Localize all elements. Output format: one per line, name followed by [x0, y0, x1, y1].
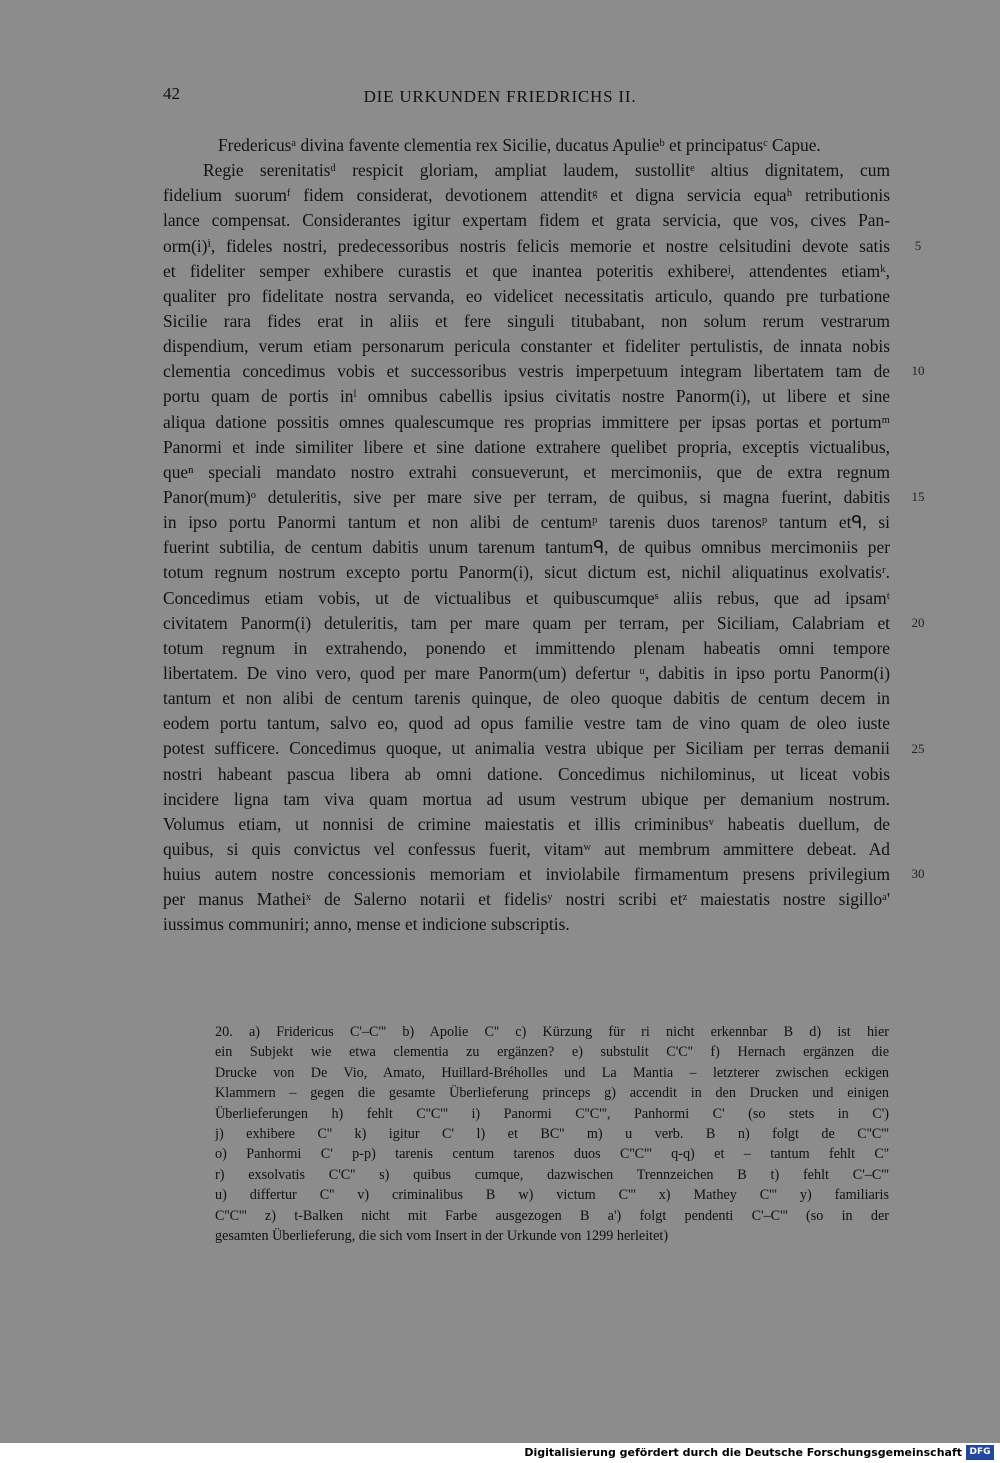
text-line: per manus Matheiˣ de Salerno notarii et fidelisʸ nostri scribi etᶻ maiestatis nostre sigilloᵃ' [163, 889, 890, 910]
main-text [163, 133, 890, 938]
text-line: civitatem Panorm(i) detuleritis, tam per mare quam per terram, per Siciliam, Calabriam et [163, 612, 890, 633]
dfg-logo: DFG [966, 1445, 994, 1460]
text-line: queⁿ speciali mandato nostro extrahi consueverunt, et mercimoniis, que de extra regnum [163, 461, 890, 482]
line-number: 5 [914, 238, 922, 253]
text-line: lance compensat. Considerantes igitur expertam fidem et grata servicia, que vos, cives Pan- [163, 210, 890, 231]
line-number: 25 [911, 741, 925, 756]
text-line: libertatem. De vino vero, quod per mare Panorm(um) defertur ᵘ, dabitis in ipso portu Panorm(i) [163, 662, 890, 683]
running-title: DIE URKUNDEN FRIEDRICHS II. [363, 87, 637, 106]
text-line: Concedimus etiam vobis, ut de victualibus et quibuscumqueˢ aliis rebus, que ad ipsamᵗ [163, 587, 890, 608]
text-line: dispendium, verum etiam personarum pericula constanter et fideliter pertulistis, de innata nobis [163, 336, 890, 357]
text-line: Panor(mum)ᵒ detuleritis, sive per mare sive per terram, de quibus, si magna fuerint, dabitis [163, 486, 890, 507]
text-line: Panormi et inde similiter libere et sine datione extrahere quelibet propria, exceptis victualibus, [163, 436, 890, 457]
text-line: portu quam de portis inˡ omnibus cabellis ipsius civitatis nostre Panorm(i), ut libere et sine [163, 386, 890, 407]
text-line: et fideliter semper exhibere curastis et que inantea poteritis exhibereʲ, attendentes etiamᵏ, [163, 260, 890, 281]
apparatus-line: o) Panhormi C' p-p) tarenis centum tarenos duos C''C''' q-q) et – tantum fehlt C'' [215, 1146, 889, 1163]
apparatus-line: C''C''' z) t-Balken nicht mit Farbe ausgezogen B a') folgt pendenti C'–C''' (so in der [215, 1207, 889, 1224]
text-line: in ipso portu Panormi tantum et non alibi de centumᵖ tarenis duos tarenosᵖ tantum etᑫ, si [163, 512, 890, 533]
text-line: orm(i)ⁱ, fideles nostri, predecessoribus nostris felicis memorie et nostre celsitudini devote satis [163, 235, 890, 256]
text-line: clementia concedimus vobis et successoribus vestris imperpetuum integram libertatem tam de [163, 361, 890, 382]
line-number: 10 [911, 363, 925, 378]
apparatus-line: Drucke von De Vio, Amato, Huillard-Bréholles und La Mantia – letzterer zwischen eckigen [215, 1064, 889, 1081]
text-line: aliqua datione possitis omnes qualescumque res proprias immittere per ipsas portas et portumᵐ [163, 411, 890, 432]
text-line: iussimus communiri; anno, mense et indicione subscriptis. [163, 914, 570, 935]
line-number: 15 [911, 489, 925, 504]
text-line: Volumus etiam, ut nonnisi de crimine maiestatis et illis criminibusᵛ habeatis duellum, de [163, 813, 890, 834]
text-line: eodem portu tantum, salvo eo, quod ad opus familie vestre tam de vino quam de oleo iuste [163, 713, 890, 734]
apparatus-line: Klammern – gegen die gesamte Überlieferung princeps g) accendit in den Drucken und einigen [215, 1085, 889, 1102]
text-line: quibus, si quis convictus vel confessus fuerit, vitamʷ aut membrum ammittere debeat. Ad [163, 838, 890, 859]
text-line: qualiter pro fidelitate nostra servanda, eo videlicet necessitatis articulo, quando pre turbatione [163, 285, 890, 306]
apparatus-line: u) differtur C'' v) criminalibus B w) victum C''' x) Mathey C''' y) familiaris [215, 1187, 889, 1204]
text-line: Sicilie rara fides erat in aliis et fere singuli titubabant, non solum rerum vestrarum [163, 310, 890, 331]
line-number: 20 [911, 615, 925, 630]
text-line: potest sufficere. Concedimus quoque, ut animalia vestra ubique per Siciliam per terras demanii [163, 738, 890, 759]
apparatus-line: 20. a) Fridericus C'–C''' b) Apolie C'' c) Kürzung für ri nicht erkennbar B d) ist hier [215, 1024, 889, 1040]
text-line: fidelium suorumᶠ fidem considerat, devotionem attenditᵍ et digna servicia equaʰ retributionis [163, 185, 890, 206]
text-line: Regie serenitatisᵈ respicit gloriam, ampliat laudem, sustollitᵉ altius dignitatem, cum [203, 160, 890, 181]
apparatus-line: gesamten Überlieferung, die sich vom Insert in der Urkunde von 1299 herleitet) [215, 1227, 669, 1244]
apparatus-line: r) exsolvatis C'C'' s) quibus cumque, dazwischen Trennzeichen B t) fehlt C'–C''' [215, 1166, 889, 1183]
apparatus-line: ein Subjekt wie etwa clementia zu ergänzen? e) substulit C'C'' f) Hernach ergänzen die [215, 1044, 889, 1061]
text-line: fuerint subtilia, de centum dabitis unum tarenum tantumᑫ, de quibus omnibus mercimoniis per [163, 537, 890, 558]
page-number: 42 [163, 84, 180, 103]
text-line: tantum et non alibi de centum tarenis quinque, de oleo quoque dabitis de centum decem in [163, 688, 890, 709]
text-line: totum regnum nostrum excepto portu Panorm(i), sicut dictum est, nichil aliquatinus exolvatisʳ. [163, 562, 890, 583]
line-number: 30 [911, 866, 925, 881]
text-line: incidere ligna tam viva quam mortua ad usum vestrum ubique per demanium nostrum. [163, 788, 890, 809]
apparatus-line: j) exhibere C'' k) igitur C' l) et BC'' m) u verb. B n) folgt de C''C''' [215, 1125, 889, 1142]
text-line: huius autem nostre concessionis memoriam et inviolabile firmamentum presens privilegium [163, 864, 890, 885]
text-line: Fredericusᵃ divina favente clementia rex Sicilie, ducatus Apulieᵇ et principatusᶜ Capue. [218, 135, 821, 155]
text-line: totum regnum in extrahendo, ponendo et immittendo plenam habeatis omni tempore [163, 637, 890, 658]
text-line: nostri habeant pascua libera ab omni datione. Concedimus nichilominus, ut liceat vobis [163, 763, 890, 784]
critical-apparatus [215, 1022, 889, 1246]
apparatus-line: Überlieferungen h) fehlt C''C''' i) Panormi C''C''', Panhormi C' (so stets in C') [215, 1105, 889, 1122]
footer-credit: Digitalisierung gefördert durch die Deutsche Forschungsgemeinschaft [524, 1446, 962, 1459]
